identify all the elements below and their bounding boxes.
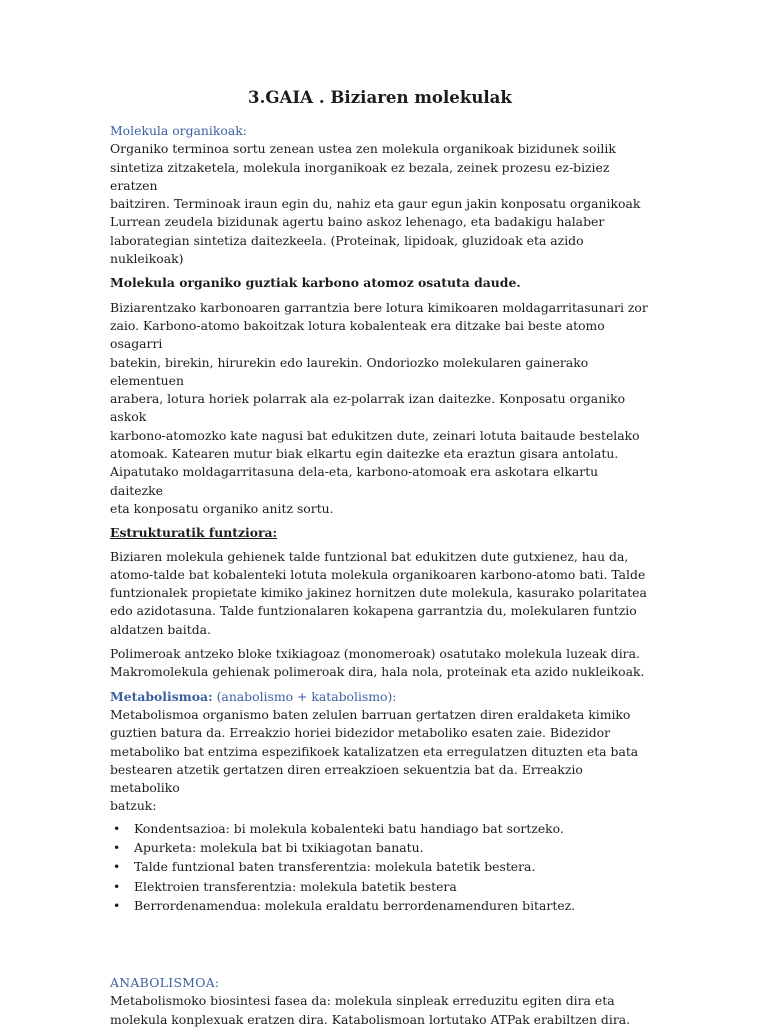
blank-space	[110, 916, 650, 974]
text-line: atomoak. Katearen mutur biak elkartu egin daitezke eta eraztun gisara antolatu.	[110, 446, 619, 462]
bullet-icon: •	[113, 878, 121, 894]
text-line: molekula konplexuak eratzen dira. Katabolismoan lortutako ATPak erabiltzen dira.	[110, 1011, 631, 1027]
bullet-icon: •	[113, 820, 121, 836]
text-line: Lurrean zeudela bizidunak agertu baino askoz lehenago, eta badakigu halaber	[110, 214, 605, 230]
text-line: funtzionalek propietate kimiko jakinez hornitzen dute molekula, kasurako polaritatea	[110, 585, 647, 601]
text-line: Organiko terminoa sortu zenean ustea zen molekula organikoak bizidunek soilik	[110, 141, 616, 157]
paragraph-organiko-terminoa	[110, 140, 650, 268]
text-line: laborategian sintetiza daitezkeela. (Proteinak, lipidoak, gluzidoak eta azido nukleikoak)	[110, 232, 584, 267]
text-line: eta konposatu organiko anitz sortu.	[110, 500, 334, 516]
list-item	[110, 820, 650, 838]
list-item	[110, 897, 650, 915]
text-line: metaboliko bat entzima espezifikoek katalizatzen eta erregulatzen dituzten eta bata	[110, 743, 639, 759]
text-line: Biziarentzako karbonoaren garrantzia bere lotura kimikoaren moldagarritasunari zor	[110, 299, 648, 315]
text-line: baitziren. Terminoak iraun egin du, nahiz eta gaur egun jakin konposatu organikoak	[110, 196, 641, 212]
reaction-list	[110, 820, 650, 915]
text-line: aldatzen baitda.	[110, 621, 211, 637]
text-line: Metabolismoa organismo baten zelulen barruan gertatzen diren eraldaketa kimiko	[110, 706, 631, 722]
list-item-text: Talde funtzional baten transferentzia: molekula batetik bestera.	[134, 859, 536, 875]
paragraph-karbonoaren-garrantzia	[110, 299, 650, 519]
metabolismoa-heading-strong: Metabolismoa:	[110, 688, 213, 704]
paragraph-talde-funtzionala	[110, 548, 650, 639]
text-line: arabera, lotura horiek polarrak ala ez-polarrak izan daitezke. Konposatu organiko askok	[110, 391, 626, 425]
text-line: batzuk:	[110, 798, 157, 814]
text-line: sintetiza zitzaketela, molekula inorganikoak ez bezala, zeinek prozesu ez-biziez eratzen	[110, 159, 610, 193]
text-line: Makromolekula gehienak polimeroak dira, hala nola, proteinak eta azido nukleikoak.	[110, 664, 645, 680]
text-line: edo azidotasuna. Talde funtzionalaren kokapena garrantzia du, molekularen funtzio	[110, 603, 637, 619]
paragraph-polimeroak	[110, 645, 650, 682]
list-item	[110, 839, 650, 857]
text-line: guztien batura da. Erreakzio horiei bidezidor metaboliko esaten zaie. Bidezidor	[110, 725, 611, 741]
text-line: batekin, birekin, hirurekin edo laurekin. Ondoriozko molekularen gainerako elementuen	[110, 354, 589, 388]
bullet-icon: •	[113, 897, 121, 913]
text-line: Aipatutako moldagarritasuna dela-eta, karbono-atomoak era askotara elkartu daitezke	[110, 464, 599, 498]
page-title: 3.GAIA . Biziaren molekulak	[248, 87, 512, 107]
text-line: zaio. Karbono-atomo bakoitzak lotura kobalenteak era ditzake bai beste atomo osagarri	[110, 317, 605, 352]
metabolismoa-heading-light: (anabolismo + katabolismo):	[212, 688, 397, 704]
bullet-icon: •	[113, 859, 121, 875]
bullet-icon: •	[113, 839, 121, 855]
list-item-text: Elektroien transferentzia: molekula batetik bestera	[134, 878, 457, 894]
text-line: bestearen atzetik gertatzen diren erreakzioen sekuentzia bat da. Erreakzio metaboliko	[110, 761, 583, 796]
bold-statement-karbono: Molekula organiko guztiak karbono atomoz osatuta daude.	[110, 275, 521, 291]
list-item	[110, 858, 650, 876]
section-heading-metabolismoa	[110, 688, 650, 706]
paragraph-metabolismoa	[110, 706, 650, 816]
text-line: karbono-atomozko kate nagusi bat edukitzen dute, zeinari lotuta baitaude bestelako	[110, 427, 640, 443]
text-line: atomo-talde bat kobalenteki lotuta molekula organikoaren karbono-atomo bati. Talde	[110, 566, 646, 582]
section-heading-estrukturatik-funtziora: Estrukturatik funtziora:	[110, 525, 278, 541]
text-line: Biziaren molekula gehienek talde funtzional bat edukitzen dute gutxienez, hau da,	[110, 548, 629, 564]
section-heading-anabolismoa: ANABOLISMOA:	[110, 975, 220, 991]
list-item-text: Apurketa: molekula bat bi txikiagotan banatu.	[134, 839, 424, 855]
section-heading-molekula-organikoak: Molekula organikoak:	[110, 123, 247, 138]
list-item-text: Kondentsazioa: bi molekula kobalenteki batu handiago bat sortzeko.	[134, 820, 564, 836]
text-line: Polimeroak antzeko bloke txikiagoaz (monomeroak) osatutako molekula luzeak dira.	[110, 646, 640, 662]
list-item-text: Berrordenamendua: molekula eraldatu berrordenamenduren bitartez.	[134, 897, 576, 913]
document-page	[110, 86, 650, 1029]
list-item	[110, 878, 650, 896]
text-line: Metabolismoko biosintesi fasea da: molekula sinpleak erreduzitu egiten dira eta	[110, 993, 615, 1009]
